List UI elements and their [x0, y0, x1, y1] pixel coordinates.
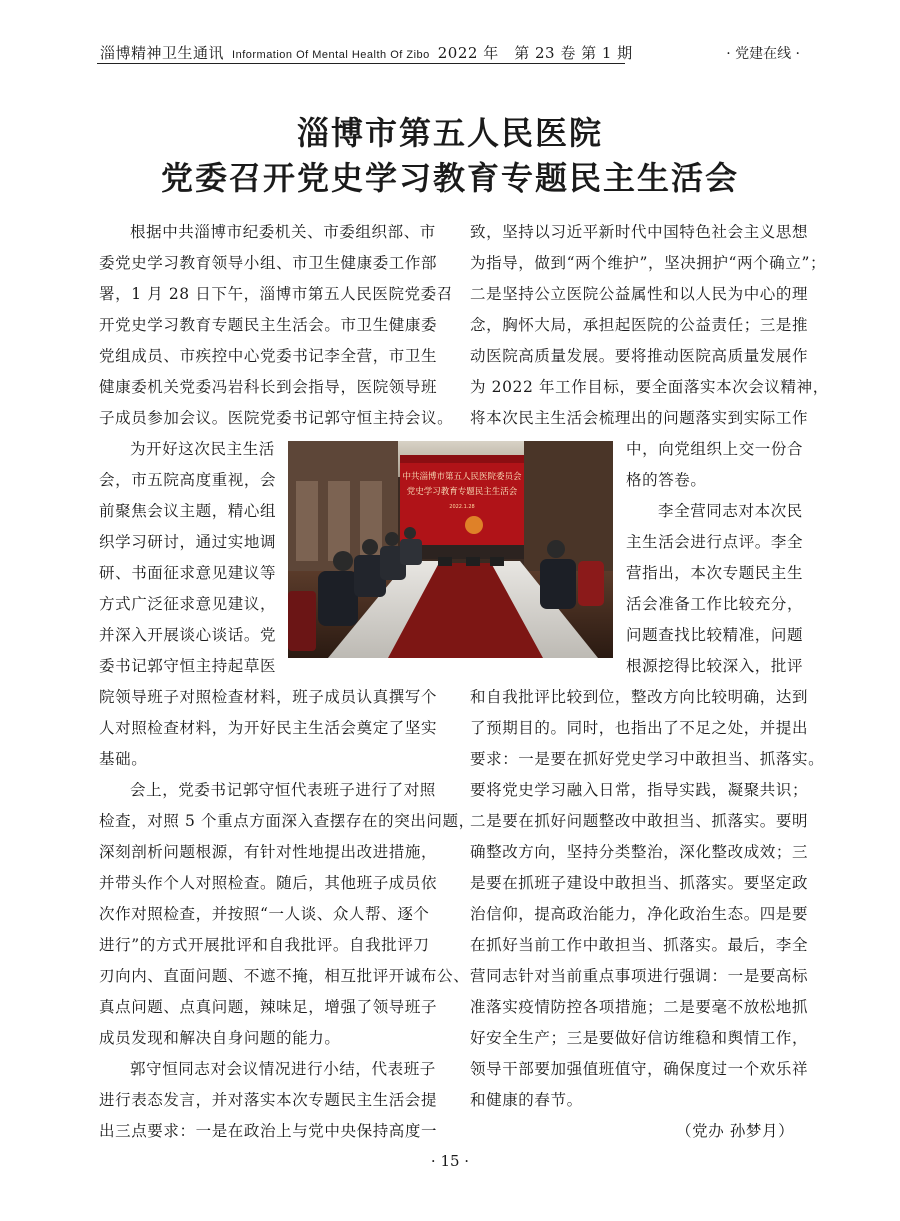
text-line: 党组成员、市疾控中心党委书记李全营，市卫生	[99, 347, 438, 365]
text-line: 为 2022 年工作目标，要全面落实本次会议精神，	[470, 378, 829, 396]
text-line: 进行表态发言，并对落实本次专题民主生活会提	[99, 1091, 438, 1109]
text-line: 出三点要求：一是在政治上与党中央保持高度一	[99, 1122, 438, 1140]
text-line: 研、书面征求意见建议等	[99, 564, 277, 582]
text-line: 营指出，本次专题民主生	[626, 564, 804, 582]
banner-date: 2022.1.28	[449, 504, 475, 510]
journal-header	[100, 42, 633, 63]
text-line: 会上，党委书记郭守恒代表班子进行了对照	[130, 781, 436, 799]
text-line: 动医院高质量发展。要将推动医院高质量发展作	[470, 347, 809, 365]
text-line: 方式广泛征求意见建议，	[99, 595, 277, 613]
section-label: · 党建在线 ·	[726, 46, 800, 62]
text-line: 人对照检查材料，为开好民主生活会奠定了坚实	[99, 719, 438, 737]
text-line: 了预期目的。同时，也指出了不足之处，并提出	[470, 719, 809, 737]
text-line: 基础。	[99, 750, 148, 768]
byline: （党办 孙梦月）	[676, 1122, 795, 1140]
text-line: 委书记郭守恒主持起草医	[99, 657, 277, 675]
text-line: 问题查找比较精准，问题	[626, 626, 804, 644]
text-line: 活会准备工作比较充分，	[626, 595, 804, 613]
text-line: 要求：一是要在抓好党史学习中敢担当、抓落实。	[470, 750, 825, 768]
journal-title-en: Information Of Mental Health Of Zibo	[232, 49, 430, 61]
text-line: 治信仰，提高政治能力，净化政治生态。四是要	[470, 905, 809, 923]
text-line: 领导干部要加强值班值守，确保度过一个欢乐祥	[470, 1060, 809, 1078]
text-line: 院领导班子对照检查材料，班子成员认真撰写个	[99, 688, 438, 706]
text-line: 郭守恒同志对会议情况进行小结，代表班子	[130, 1060, 436, 1078]
text-line: 子成员参加会议。医院党委书记郭守恒主持会议。	[99, 409, 454, 427]
text-line: 要将党史学习融入日常，指导实践，凝聚共识；	[470, 781, 809, 799]
text-line: 署，1 月 28 日下午，淄博市第五人民医院党委召	[99, 285, 453, 303]
text-line: 中，向党组织上交一份合	[626, 440, 804, 458]
text-line: 次作对照检查，并按照“一人谈、众人帮、逐个	[99, 905, 430, 923]
text-line: 主生活会进行点评。李全	[626, 533, 804, 551]
text-line: 将本次民主生活会梳理出的问题落实到实际工作	[470, 409, 809, 427]
text-line: 织学习研讨，通过实地调	[99, 533, 277, 551]
text-line: 二是坚持公立医院公益属性和以人民为中心的理	[470, 285, 809, 303]
text-line: 健康委机关党委冯岩科长到会指导，医院领导班	[99, 378, 438, 396]
text-line: 并深入开展谈心谈话。党	[99, 626, 277, 644]
text-line: 检查，对照 5 个重点方面深入查摆存在的突出问题，	[99, 812, 475, 830]
text-line: 委党史学习教育领导小组、市卫生健康委工作部	[99, 254, 438, 272]
banner-line1: 中共淄博市第五人民医院委员会	[402, 472, 522, 482]
text-line: 为指导，做到“两个维护”，坚决拥护“两个确立”；	[470, 254, 827, 272]
page-number: · 15 ·	[430, 1152, 470, 1170]
text-line: 准落实疫情防控各项措施；二是要毫不放松地抓	[470, 998, 809, 1016]
text-line: 好安全生产；三是要做好信访维稳和舆情工作，	[470, 1029, 809, 1047]
article-title-line2: 党委召开党史学习教育专题民主生活会	[160, 159, 739, 197]
text-line: 二是要在抓好问题整改中敢担当、抓落实。要明	[470, 812, 809, 830]
issue-info: 2022 年 第 23 卷 第 1 期	[437, 44, 633, 62]
text-line: 念，胸怀大局，承担起医院的公益责任；三是推	[470, 316, 809, 334]
text-line: 李全营同志对本次民	[658, 502, 803, 520]
text-line: 刃向内、直面问题、不遮不掩，相互批评开诚布公、	[99, 967, 470, 985]
text-line: 会，市五院高度重视，会	[99, 471, 277, 489]
text-line: 营同志针对当前重点事项进行强调：一是要高标	[470, 967, 809, 985]
banner-line2: 党史学习教育专题民主生活会	[406, 487, 518, 497]
text-line: 真点问题、点真问题，辣味足，增强了领导班子	[99, 998, 438, 1016]
text-line: 和自我批评比较到位，整改方向比较明确，达到	[470, 688, 809, 706]
text-line: 进行”的方式开展批评和自我批评。自我批评刀	[99, 936, 430, 954]
meeting-photo	[288, 441, 613, 658]
text-line: 根据中共淄博市纪委机关、市委组织部、市	[130, 223, 436, 241]
meeting-photo-image	[288, 441, 613, 658]
text-line: 深刻剖析问题根源，有针对性地提出改进措施，	[99, 843, 438, 861]
text-line: 开党史学习教育专题民主生活会。市卫生健康委	[99, 316, 438, 334]
text-line: 是要在抓班子建设中敢担当、抓落实。要坚定政	[470, 874, 809, 892]
text-line: 为开好这次民主生活	[130, 440, 275, 458]
header-rule	[97, 63, 625, 64]
text-line: 确整改方向，坚持分类整治，深化整改成效；三	[470, 843, 809, 861]
text-line: 根源挖得比较深入，批评	[626, 657, 804, 675]
text-line: 和健康的春节。	[470, 1091, 583, 1109]
text-line: 成员发现和解决自身问题的能力。	[99, 1029, 341, 1047]
text-line: 致，坚持以习近平新时代中国特色社会主义思想	[470, 223, 809, 241]
text-line: 格的答卷。	[626, 471, 707, 489]
text-line: 前聚焦会议主题，精心组	[99, 502, 277, 520]
text-line: 在抓好当前工作中敢担当、抓落实。最后，李全	[470, 936, 809, 954]
article-title-line1: 淄博市第五人民医院	[296, 114, 603, 152]
journal-title-cn: 淄博精神卫生通讯	[100, 44, 225, 62]
text-line: 并带头作个人对照检查。随后，其他班子成员依	[99, 874, 438, 892]
